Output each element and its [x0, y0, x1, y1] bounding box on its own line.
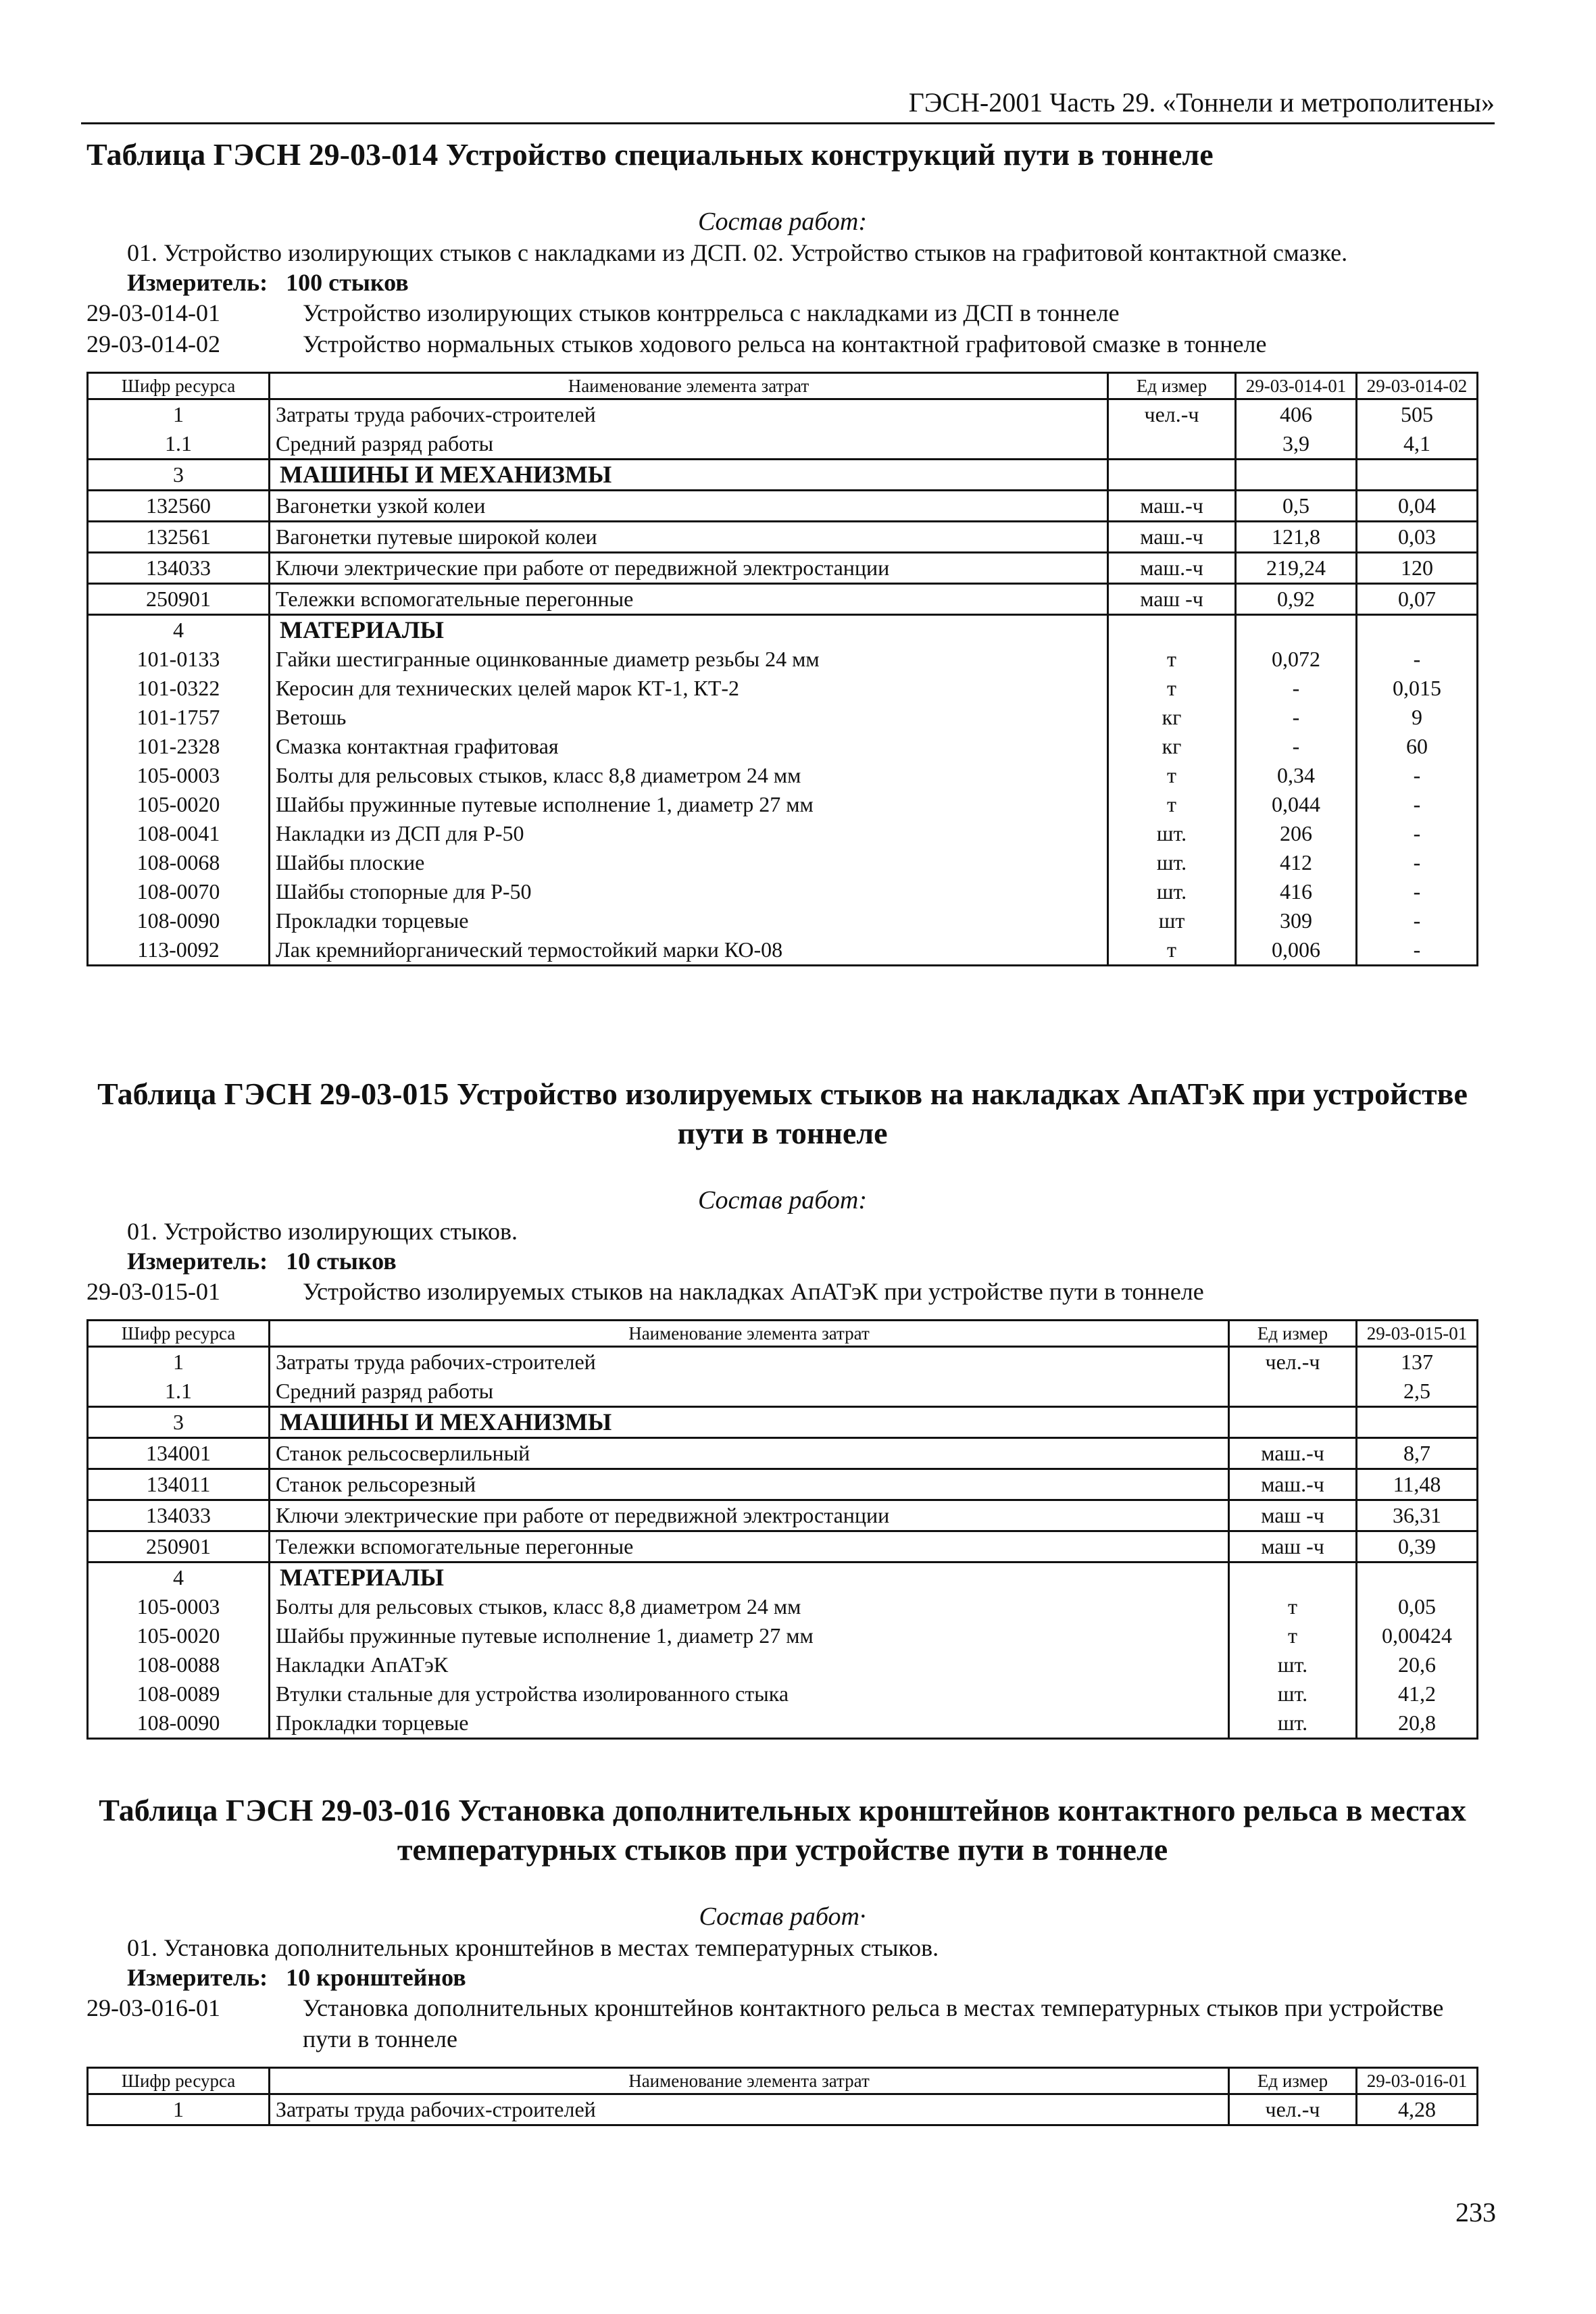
cell-value: 36,31: [1357, 1500, 1478, 1531]
cell-name: МАТЕРИАЛЫ: [270, 615, 1108, 645]
table-row: [88, 1531, 1478, 1562]
cell-unit: шт.: [1108, 877, 1236, 906]
resource-table: [86, 372, 1478, 966]
table-header-row: [88, 2068, 1478, 2094]
col-header-name: Наименование элемента затрат: [270, 373, 1108, 399]
cell-name: Накладки АпАТэК: [270, 1650, 1229, 1679]
cell-name: МАШИНЫ И МЕХАНИЗМЫ: [270, 460, 1108, 491]
table-row: [88, 1500, 1478, 1531]
cell-value: 0,92: [1236, 584, 1357, 615]
cell-value: [1357, 1562, 1478, 1593]
cell-name: Шайбы стопорные для Р-50: [270, 877, 1108, 906]
cell-code: 4: [88, 1562, 270, 1593]
table-row: [88, 615, 1478, 645]
table-row: [88, 1438, 1478, 1469]
table-row: [88, 877, 1478, 906]
cell-code: 105-0003: [88, 761, 270, 790]
table-row: [88, 522, 1478, 553]
col-header-name: Наименование элемента затрат: [270, 1321, 1229, 1347]
cell-value: 8,7: [1357, 1438, 1478, 1469]
table-row: [88, 399, 1478, 430]
cell-value: -: [1357, 877, 1478, 906]
cell-name: Станок рельсорезный: [270, 1469, 1229, 1500]
cell-value: 4,1: [1357, 429, 1478, 460]
cell-value: 9: [1357, 703, 1478, 732]
cell-unit: т: [1108, 645, 1236, 674]
resource-table: [86, 1319, 1478, 1740]
page-number: 233: [1455, 2197, 1496, 2227]
work-description: 01. Установка дополнительных кронштейнов в местах температурных стыков.: [127, 1934, 939, 1961]
cell-value: 0,5: [1236, 491, 1357, 522]
cell-unit: [1108, 615, 1236, 645]
cell-unit: т: [1108, 674, 1236, 703]
cell-name: Станок рельсосверлильный: [270, 1438, 1229, 1469]
cell-unit: [1108, 460, 1236, 491]
cell-value: 41,2: [1357, 1679, 1478, 1708]
cell-code: 250901: [88, 584, 270, 615]
cell-unit: [1229, 1407, 1357, 1438]
cell-unit: маш.-ч: [1108, 522, 1236, 553]
work-description: 01. Устройство изолирующих стыков.: [127, 1218, 518, 1245]
cell-unit: маш -ч: [1229, 1500, 1357, 1531]
col-header-value: 29-03-015-01: [1357, 1321, 1478, 1347]
cell-name: Тележки вспомогательные перегонные: [270, 584, 1108, 615]
cell-code: 108-0041: [88, 819, 270, 848]
cell-code: 134033: [88, 1500, 270, 1531]
cell-unit: маш -ч: [1229, 1531, 1357, 1562]
section-title: Таблица ГЭСН 29-03-015 Устройство изолируемых стыков на накладках АпАТэК при устройстве пути в тоннеле: [97, 1077, 1468, 1150]
cell-unit: маш.-ч: [1229, 1438, 1357, 1469]
cell-code: 134011: [88, 1469, 270, 1500]
cell-name: Болты для рельсовых стыков, класс 8,8 диаметром 24 мм: [270, 1592, 1229, 1621]
cell-value: 206: [1236, 819, 1357, 848]
section-title: Таблица ГЭСН 29-03-016 Установка дополнительных кронштейнов контактного рельса в местах температурных стыков при устройстве пути в тоннеле: [99, 1793, 1466, 1867]
cell-code: 101-0322: [88, 674, 270, 703]
cell-name: Накладки из ДСП для Р-50: [270, 819, 1108, 848]
table-header-row: [88, 1321, 1478, 1347]
col-header-unit: Ед измер: [1229, 1321, 1357, 1347]
cell-value: -: [1357, 848, 1478, 877]
table-row: [88, 491, 1478, 522]
cell-value: 20,6: [1357, 1650, 1478, 1679]
col-header-value: 29-03-014-01: [1236, 373, 1357, 399]
code-line: 29-03-014-01 Устройство изолирующих стыков контррельса с накладками из ДСП в тоннеле: [86, 299, 1120, 326]
cell-value: -: [1357, 819, 1478, 848]
cell-name: Ветошь: [270, 703, 1108, 732]
table-row: [88, 819, 1478, 848]
cell-unit: [1108, 429, 1236, 460]
table-row: [88, 1347, 1478, 1377]
cell-value: 406: [1236, 399, 1357, 430]
cell-name: Ключи электрические при работе от передвижной электростанции: [270, 1500, 1229, 1531]
measure-line: Измеритель: 10 стыков: [127, 1248, 397, 1275]
cell-name: Болты для рельсовых стыков, класс 8,8 диаметром 24 мм: [270, 761, 1108, 790]
cell-unit: маш.-ч: [1229, 1469, 1357, 1500]
cell-value: -: [1357, 645, 1478, 674]
table-row: [88, 645, 1478, 674]
cell-name: МАШИНЫ И МЕХАНИЗМЫ: [270, 1407, 1229, 1438]
cell-unit: шт.: [1229, 1650, 1357, 1679]
cell-unit: шт: [1108, 906, 1236, 935]
table-row: [88, 1708, 1478, 1739]
table-row: [88, 732, 1478, 761]
cell-unit: шт.: [1229, 1708, 1357, 1739]
cell-name: Затраты труда рабочих-строителей: [270, 1347, 1229, 1377]
section-29-03-014: [86, 135, 1478, 966]
cell-value: 0,04: [1357, 491, 1478, 522]
cell-name: Шайбы пружинные путевые исполнение 1, диаметр 27 мм: [270, 790, 1108, 819]
cell-value: 416: [1236, 877, 1357, 906]
work-composition-label: Состав работ:: [697, 1186, 868, 1214]
cell-value: 137: [1357, 1347, 1478, 1377]
cell-name: Тележки вспомогательные перегонные: [270, 1531, 1229, 1562]
running-header: ГЭСН-2001 Часть 29. «Тоннели и метрополитены»: [81, 87, 1495, 124]
cell-code: 1: [88, 399, 270, 430]
work-description: 01. Устройство изолирующих стыков с накладками из ДСП. 02. Устройство стыков на графитовой контактной смазке.: [127, 239, 1348, 266]
cell-value: 0,34: [1236, 761, 1357, 790]
cell-unit: шт.: [1229, 1679, 1357, 1708]
col-header-code: Шифр ресурса: [88, 2068, 270, 2094]
table-row: [88, 935, 1478, 966]
cell-code: 108-0090: [88, 1708, 270, 1739]
cell-value: -: [1236, 732, 1357, 761]
cell-code: 3: [88, 460, 270, 491]
cell-code: 250901: [88, 1531, 270, 1562]
cell-value: 2,5: [1357, 1377, 1478, 1407]
cell-value: 0,05: [1357, 1592, 1478, 1621]
cell-value: [1236, 615, 1357, 645]
cell-value: 0,006: [1236, 935, 1357, 966]
section-title: Таблица ГЭСН 29-03-014 Устройство специальных конструкций пути в тоннеле: [86, 137, 1214, 172]
table-row: [88, 1650, 1478, 1679]
cell-value: [1357, 1407, 1478, 1438]
code-line: 29-03-015-01 Устройство изолируемых стыков на накладках АпАТэК при устройстве пути в тоннеле: [86, 1278, 1204, 1305]
work-composition-label: Состав работ:: [697, 207, 868, 236]
cell-name: Средний разряд работы: [270, 429, 1108, 460]
table-row: [88, 703, 1478, 732]
table-row: [88, 429, 1478, 460]
cell-value: 0,39: [1357, 1531, 1478, 1562]
cell-code: 1: [88, 2094, 270, 2125]
cell-value: 0,03: [1357, 522, 1478, 553]
cell-code: 108-0090: [88, 906, 270, 935]
cell-name: Смазка контактная графитовая: [270, 732, 1108, 761]
table-row: [88, 674, 1478, 703]
cell-value: 0,00424: [1357, 1621, 1478, 1650]
cell-value: 11,48: [1357, 1469, 1478, 1500]
cell-value: 3,9: [1236, 429, 1357, 460]
cell-unit: кг: [1108, 703, 1236, 732]
cell-value: 0,015: [1357, 674, 1478, 703]
col-header-value: 29-03-016-01: [1357, 2068, 1478, 2094]
cell-code: 105-0003: [88, 1592, 270, 1621]
cell-value: 0,07: [1357, 584, 1478, 615]
col-header-unit: Ед измер: [1108, 373, 1236, 399]
col-header-code: Шифр ресурса: [88, 373, 270, 399]
cell-code: 1.1: [88, 429, 270, 460]
cell-value: 0,072: [1236, 645, 1357, 674]
measure-line: Измеритель: 10 кронштейнов: [127, 1964, 466, 1991]
cell-value: [1357, 615, 1478, 645]
code-line: 29-03-014-02 Устройство нормальных стыков ходового рельса на контактной графитовой смазке в тоннеле: [86, 330, 1267, 358]
cell-code: 101-1757: [88, 703, 270, 732]
cell-code: 108-0070: [88, 877, 270, 906]
cell-name: Вагонетки путевые широкой колеи: [270, 522, 1108, 553]
cell-unit: т: [1229, 1592, 1357, 1621]
table-row: [88, 1679, 1478, 1708]
cell-code: 3: [88, 1407, 270, 1438]
cell-name: Шайбы пружинные путевые исполнение 1, диаметр 27 мм: [270, 1621, 1229, 1650]
col-header-unit: Ед измер: [1229, 2068, 1357, 2094]
cell-unit: т: [1229, 1621, 1357, 1650]
cell-value: -: [1357, 906, 1478, 935]
cell-unit: маш.-ч: [1108, 491, 1236, 522]
cell-code: 108-0089: [88, 1679, 270, 1708]
section-29-03-016: [86, 1791, 1478, 2126]
cell-unit: чел.-ч: [1229, 2094, 1357, 2125]
resource-table: [86, 2067, 1478, 2126]
cell-value: -: [1357, 935, 1478, 966]
table-row: [88, 1407, 1478, 1438]
code-line: 29-03-016-01 Установка дополнительных кронштейнов контактного рельса в местах температурных стыков при устройстве пути в тоннеле: [86, 1994, 1444, 2052]
table-row: [88, 1469, 1478, 1500]
cell-code: 108-0068: [88, 848, 270, 877]
table-row: [88, 1592, 1478, 1621]
cell-code: 1: [88, 1347, 270, 1377]
cell-value: -: [1357, 761, 1478, 790]
cell-unit: чел.-ч: [1229, 1347, 1357, 1377]
cell-name: Керосин для технических целей марок КТ-1, КТ-2: [270, 674, 1108, 703]
cell-unit: чел.-ч: [1108, 399, 1236, 430]
measure-line: Измеритель: 100 стыков: [127, 269, 409, 296]
table-row: [88, 1562, 1478, 1593]
cell-unit: т: [1108, 935, 1236, 966]
cell-code: 4: [88, 615, 270, 645]
cell-code: 1.1: [88, 1377, 270, 1407]
cell-value: -: [1236, 674, 1357, 703]
cell-value: -: [1357, 790, 1478, 819]
table-row: [88, 2094, 1478, 2125]
cell-code: 132561: [88, 522, 270, 553]
cell-unit: шт.: [1108, 848, 1236, 877]
table-row: [88, 584, 1478, 615]
section-29-03-015: [86, 1075, 1478, 1740]
cell-value: 60: [1357, 732, 1478, 761]
cell-unit: т: [1108, 790, 1236, 819]
table-row: [88, 553, 1478, 584]
cell-code: 108-0088: [88, 1650, 270, 1679]
cell-name: Вагонетки узкой колеи: [270, 491, 1108, 522]
cell-unit: шт.: [1108, 819, 1236, 848]
cell-code: 105-0020: [88, 790, 270, 819]
cell-unit: т: [1108, 761, 1236, 790]
cell-code: 101-0133: [88, 645, 270, 674]
cell-name: Гайки шестигранные оцинкованные диаметр резьбы 24 мм: [270, 645, 1108, 674]
cell-name: Лак кремнийорганический термостойкий марки КО-08: [270, 935, 1108, 966]
table-row: [88, 906, 1478, 935]
cell-code: 134001: [88, 1438, 270, 1469]
cell-value: [1236, 460, 1357, 491]
cell-name: МАТЕРИАЛЫ: [270, 1562, 1229, 1593]
cell-code: 132560: [88, 491, 270, 522]
cell-name: Затраты труда рабочих-строителей: [270, 2094, 1229, 2125]
table-row: [88, 1377, 1478, 1407]
cell-unit: [1229, 1377, 1357, 1407]
cell-name: Втулки стальные для устройства изолированного стыка: [270, 1679, 1229, 1708]
cell-unit: [1229, 1562, 1357, 1593]
table-header-row: [88, 373, 1478, 399]
cell-unit: кг: [1108, 732, 1236, 761]
cell-value: 120: [1357, 553, 1478, 584]
cell-value: 4,28: [1357, 2094, 1478, 2125]
table-row: [88, 460, 1478, 491]
table-row: [88, 790, 1478, 819]
cell-name: Затраты труда рабочих-строителей: [270, 399, 1108, 430]
col-header-value: 29-03-014-02: [1357, 373, 1478, 399]
table-row: [88, 1621, 1478, 1650]
cell-value: 412: [1236, 848, 1357, 877]
table-row: [88, 761, 1478, 790]
cell-unit: маш -ч: [1108, 584, 1236, 615]
cell-value: 20,8: [1357, 1708, 1478, 1739]
cell-code: 105-0020: [88, 1621, 270, 1650]
table-row: [88, 848, 1478, 877]
cell-name: Шайбы плоские: [270, 848, 1108, 877]
cell-code: 134033: [88, 553, 270, 584]
col-header-name: Наименование элемента затрат: [270, 2068, 1229, 2094]
cell-value: 309: [1236, 906, 1357, 935]
col-header-code: Шифр ресурса: [88, 1321, 270, 1347]
cell-value: 0,044: [1236, 790, 1357, 819]
cell-value: [1357, 460, 1478, 491]
work-composition-label: Состав работ·: [699, 1902, 866, 1931]
cell-value: 219,24: [1236, 553, 1357, 584]
cell-unit: маш.-ч: [1108, 553, 1236, 584]
cell-name: Средний разряд работы: [270, 1377, 1229, 1407]
cell-name: Прокладки торцевые: [270, 1708, 1229, 1739]
cell-value: -: [1236, 703, 1357, 732]
cell-name: Ключи электрические при работе от передвижной электростанции: [270, 553, 1108, 584]
cell-value: 505: [1357, 399, 1478, 430]
cell-name: Прокладки торцевые: [270, 906, 1108, 935]
cell-code: 101-2328: [88, 732, 270, 761]
cell-value: 121,8: [1236, 522, 1357, 553]
cell-code: 113-0092: [88, 935, 270, 966]
